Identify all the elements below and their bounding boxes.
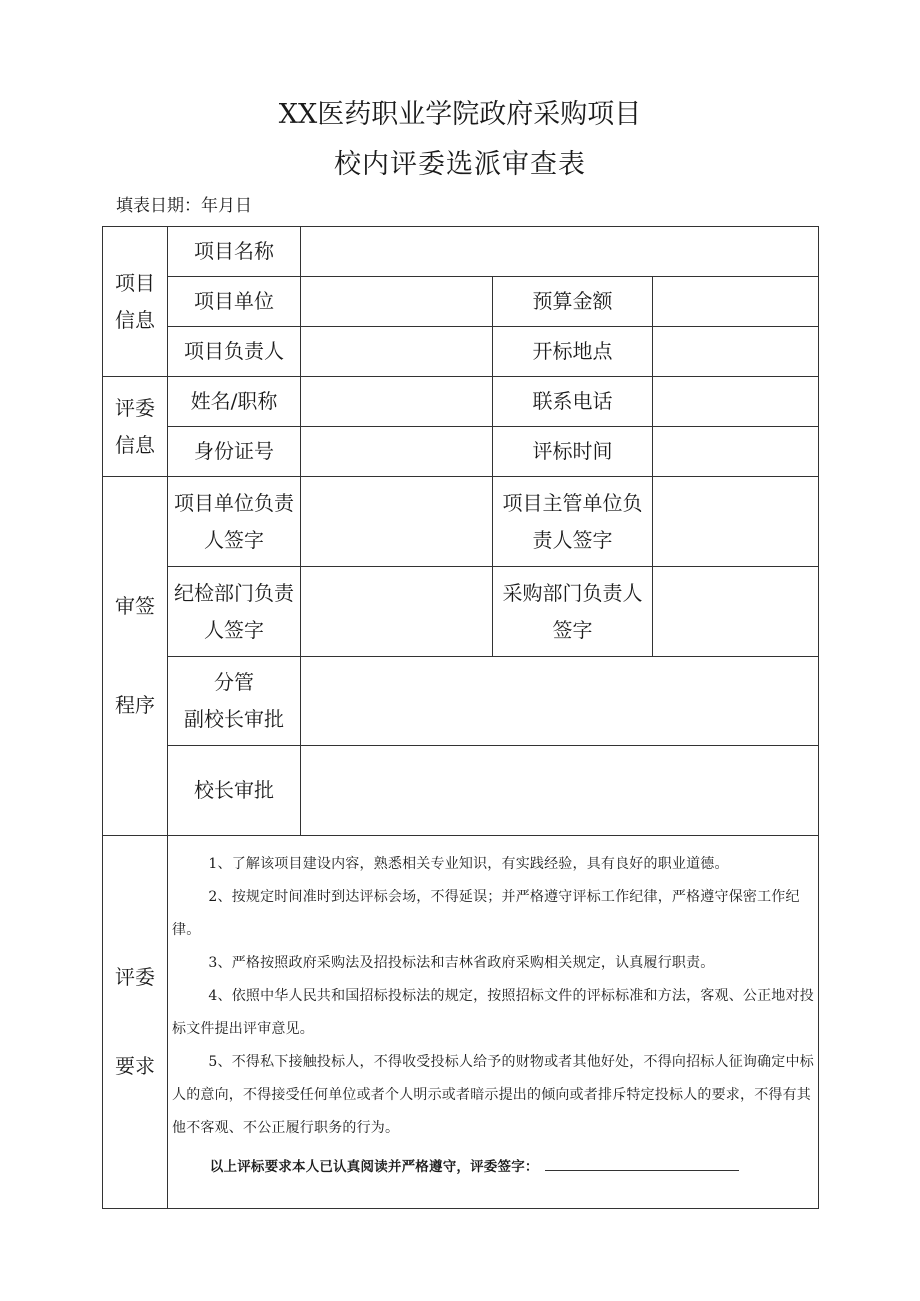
label-president-approval: 校长审批	[168, 746, 301, 836]
row-sign-1	[103, 477, 819, 567]
category-label: 评委	[115, 395, 155, 420]
label-id-number: 身份证号	[168, 427, 301, 477]
category-label: 要求	[115, 1054, 155, 1078]
category-judge-info	[103, 377, 168, 477]
requirement-item: 4、依照中华人民共和国招标投标法的规定，按照招标文件的评标标准和方法，客观、公正地对投标文件提出评审意见。	[172, 988, 814, 1037]
field-procurement-sign[interactable]	[653, 567, 819, 657]
category-label: 信息	[115, 432, 155, 457]
label-discipline-sign: 纪检部门负责 人签字	[168, 567, 301, 657]
category-label: 审签	[115, 594, 155, 618]
requirements-content	[168, 836, 819, 1209]
field-project-leader[interactable]	[301, 327, 493, 377]
review-form-table	[102, 226, 819, 1209]
field-project-name[interactable]	[301, 227, 819, 277]
field-unit-leader-sign[interactable]	[301, 477, 493, 567]
judge-signature-field[interactable]	[545, 1156, 739, 1171]
label-project-name: 项目名称	[168, 227, 301, 277]
row-judge-name	[103, 377, 819, 427]
label-budget: 预算金额	[493, 277, 653, 327]
requirement-item: 3、严格按照政府采购法及招投标法和吉林省政府采购相关规定，认真履行职责。	[208, 955, 715, 971]
field-budget[interactable]	[653, 277, 819, 327]
label-supervisor-unit-sign: 项目主管单位负 责人签字	[493, 477, 653, 567]
requirement-item: 5、不得私下接触投标人，不得收受投标人给予的财物或者其他好处，不得向招标人征询确定中标人的意向，不得接受任何单位或者个人明示或者暗示提出的倾向或者排斥特定投标人的要求，不得有其他不客观、不公正履行职务的行为。	[172, 1054, 814, 1136]
row-judge-id	[103, 427, 819, 477]
category-label: 信息	[115, 307, 155, 332]
row-project-name	[103, 227, 819, 277]
requirement-item: 1、了解该项目建设内容，熟悉相关专业知识，有实践经验，具有良好的职业道德。	[208, 856, 729, 872]
label-project-unit: 项目单位	[168, 277, 301, 327]
category-label: 项目	[115, 270, 155, 295]
confirmation-text: 以上评标要求本人已认真阅读并严格遵守，评委签字：	[209, 1159, 539, 1175]
row-project-unit	[103, 277, 819, 327]
field-discipline-sign[interactable]	[301, 567, 493, 657]
category-label: 程序	[115, 693, 155, 717]
label-name-title: 姓名/职称	[168, 377, 301, 427]
label-eval-time: 评标时间	[493, 427, 653, 477]
category-approval	[103, 477, 168, 836]
category-label: 评委	[115, 965, 155, 989]
row-sign-2	[103, 567, 819, 657]
label-phone: 联系电话	[493, 377, 653, 427]
confirmation-line	[172, 1151, 816, 1184]
field-name-title[interactable]	[301, 377, 493, 427]
field-president-approval[interactable]	[301, 746, 819, 836]
requirement-item: 2、按规定时间准时到达评标会场，不得延误；并严格遵守评标工作纪律，严格遵守保密工作纪律。	[172, 889, 800, 938]
label-vice-president-approval: 分管 副校长审批	[168, 657, 301, 746]
fill-date: 填表日期：年月日	[116, 196, 252, 216]
row-requirements	[103, 836, 819, 1209]
field-vice-president-approval[interactable]	[301, 657, 819, 746]
label-project-leader: 项目负责人	[168, 327, 301, 377]
form-title-line1: XX医药职业学院政府采购项目	[278, 99, 642, 130]
field-bid-venue[interactable]	[653, 327, 819, 377]
field-supervisor-unit-sign[interactable]	[653, 477, 819, 567]
label-procurement-sign: 采购部门负责人 签字	[493, 567, 653, 657]
field-project-unit[interactable]	[301, 277, 493, 327]
label-bid-venue: 开标地点	[493, 327, 653, 377]
form-title-line2: 校内评委选派审查表	[334, 149, 586, 180]
row-president	[103, 746, 819, 836]
field-id-number[interactable]	[301, 427, 493, 477]
row-vice-president	[103, 657, 819, 746]
category-project-info	[103, 227, 168, 377]
row-project-leader	[103, 327, 819, 377]
label-unit-leader-sign: 项目单位负责 人签字	[168, 477, 301, 567]
category-requirements	[103, 836, 168, 1209]
field-eval-time[interactable]	[653, 427, 819, 477]
field-phone[interactable]	[653, 377, 819, 427]
